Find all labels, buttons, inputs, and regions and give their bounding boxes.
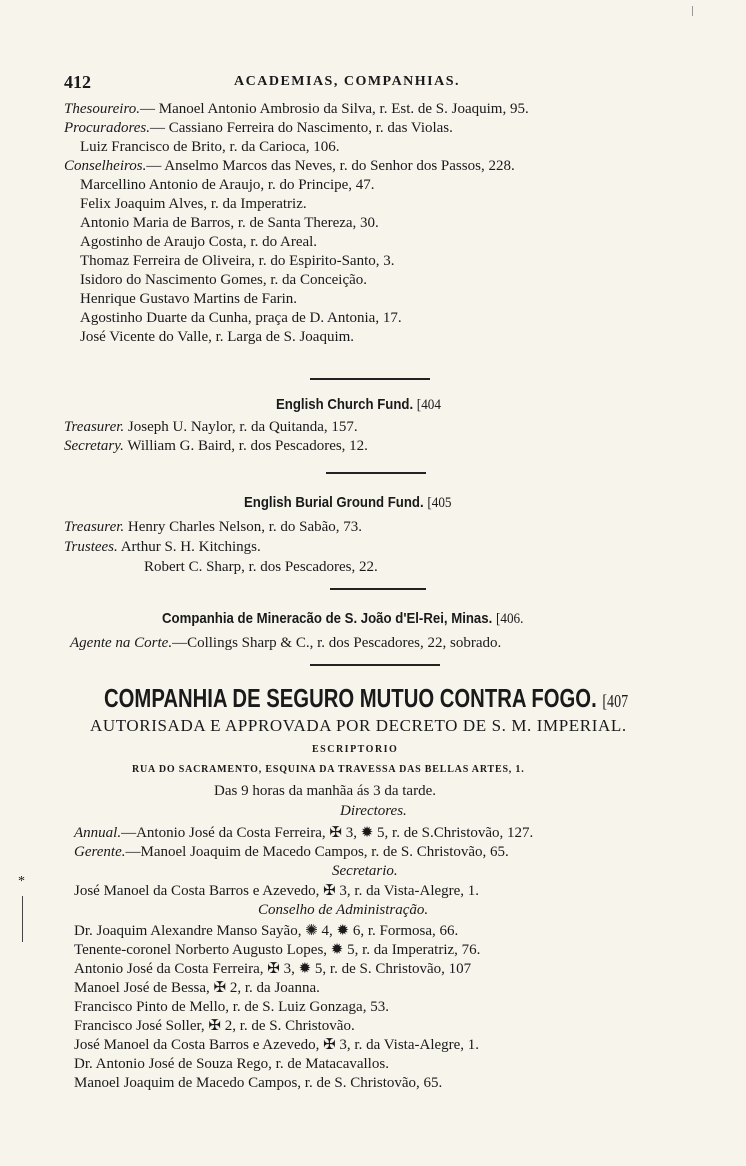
text-line: José Manoel da Costa Barros e Azevedo, ✠ 3, r. da Vista-Alegre, 1. — [74, 1037, 480, 1053]
margin-asterisk: * — [18, 874, 25, 889]
section-title: English Burial Ground Fund. [405 — [244, 494, 452, 511]
text-line: Isidoro do Nascimento Gomes, r. da Conceição. — [80, 272, 368, 288]
text-line: Felix Joaquim Alves, r. da Imperatriz. — [80, 196, 307, 212]
directores-heading: Directores. — [340, 803, 407, 819]
text-line: Antonio José da Costa Ferreira, ✠ 3, ✹ 5, r. de S. Christovão, 107 — [74, 961, 472, 977]
text-line: Antonio Maria de Barros, r. de Santa Thereza, 30. — [80, 215, 379, 231]
text-line: Treasurer. Joseph U. Naylor, r. da Quitanda, 157. — [64, 419, 358, 435]
text-line: Luiz Francisco de Brito, r. da Carioca, 106. — [80, 139, 340, 155]
text-line: Conselheiros.— Anselmo Marcos das Neves, r. do Senhor dos Passos, 228. — [64, 158, 515, 174]
margin-tick — [692, 6, 693, 16]
text-line: Agostinho de Araujo Costa, r. do Areal. — [80, 234, 318, 250]
conselho-heading: Conselho de Administração. — [258, 902, 429, 918]
text-line: Gerente.—Manoel Joaquim de Macedo Campos, r. de S. Christovão, 65. — [74, 844, 509, 860]
text-line: Secretary. William G. Baird, r. dos Pescadores, 12. — [64, 438, 368, 454]
text-line: Francisco José Soller, ✠ 2, r. de S. Christovão. — [74, 1018, 355, 1034]
section-title: English Church Fund. [404 — [276, 396, 441, 413]
escriptorio-heading: ESCRIPTORIO — [312, 744, 399, 755]
text-line: José Vicente do Valle, r. Larga de S. Joaquim. — [80, 329, 355, 345]
text-line: José Manoel da Costa Barros e Azevedo, ✠ 3, r. da Vista-Alegre, 1. — [74, 883, 480, 899]
text-line: Procuradores.— Cassiano Ferreira do Nascimento, r. das Violas. — [64, 120, 453, 136]
text-line: Thomaz Ferreira de Oliveira, r. do Espirito-Santo, 3. — [80, 253, 395, 269]
divider — [326, 472, 426, 474]
secretario-heading: Secretario. — [332, 863, 398, 879]
text-line: Manoel Joaquim de Macedo Campos, r. de S. Christovão, 65. — [74, 1075, 443, 1091]
address-line: RUA DO SACRAMENTO, ESQUINA DA TRAVESSA DAS BELLAS ARTES, 1. — [132, 764, 525, 775]
text-line: Dr. Joaquim Alexandre Manso Sayão, ✺ 4, ✹ 6, r. Formosa, 66. — [74, 923, 459, 939]
text-line: Treasurer. Henry Charles Nelson, r. do Sabão, 73. — [64, 519, 363, 535]
section-title: Companhia de Mineracão de S. João d'El-Rei, Minas. [406. — [162, 610, 524, 627]
text-line: Francisco Pinto de Mello, r. de S. Luiz Gonzaga, 53. — [74, 999, 389, 1015]
hours-line: Das 9 horas da manhãa ás 3 da tarde. — [214, 783, 436, 799]
text-line: Trustees. Arthur S. H. Kitchings. — [64, 539, 261, 555]
text-line: Marcellino Antonio de Araujo, r. do Principe, 47. — [80, 177, 375, 193]
divider — [310, 664, 440, 666]
section-subtitle: AUTORISADA E APPROVADA POR DECRETO DE S. M. IMPERIAL. — [90, 716, 627, 735]
text-line: Dr. Antonio José de Souza Rego, r. de Matacavallos. — [74, 1056, 389, 1072]
text-line: Tenente-coronel Norberto Augusto Lopes, ✹ 5, r. da Imperatriz, 76. — [74, 942, 481, 958]
text-line: Thesoureiro.— Manoel Antonio Ambrosio da Silva, r. Est. de S. Joaquim, 95. — [64, 101, 529, 117]
text-line: Robert C. Sharp, r. dos Pescadores, 22. — [144, 559, 378, 575]
text-line: Agente na Corte.—Collings Sharp & C., r. dos Pescadores, 22, sobrado. — [70, 635, 502, 651]
text-line: Manoel José de Bessa, ✠ 2, r. da Joanna. — [74, 980, 320, 996]
text-line: Agostinho Duarte da Cunha, praça de D. Antonia, 17. — [80, 310, 402, 326]
text-line: Henrique Gustavo Martins de Farin. — [80, 291, 298, 307]
text-line: Annual.—Antonio José da Costa Ferreira, ✠ 3, ✹ 5, r. de S.Christovão, 127. — [74, 825, 534, 841]
divider — [310, 378, 430, 380]
divider — [330, 588, 426, 590]
page-number: 412 — [64, 72, 91, 92]
margin-bar — [22, 896, 23, 942]
running-head: ACADEMIAS, COMPANHIAS. — [234, 74, 461, 89]
section-title: COMPANHIA DE SEGURO MUTUO CONTRA FOGO. [407 — [104, 683, 629, 713]
page-header — [64, 72, 704, 96]
